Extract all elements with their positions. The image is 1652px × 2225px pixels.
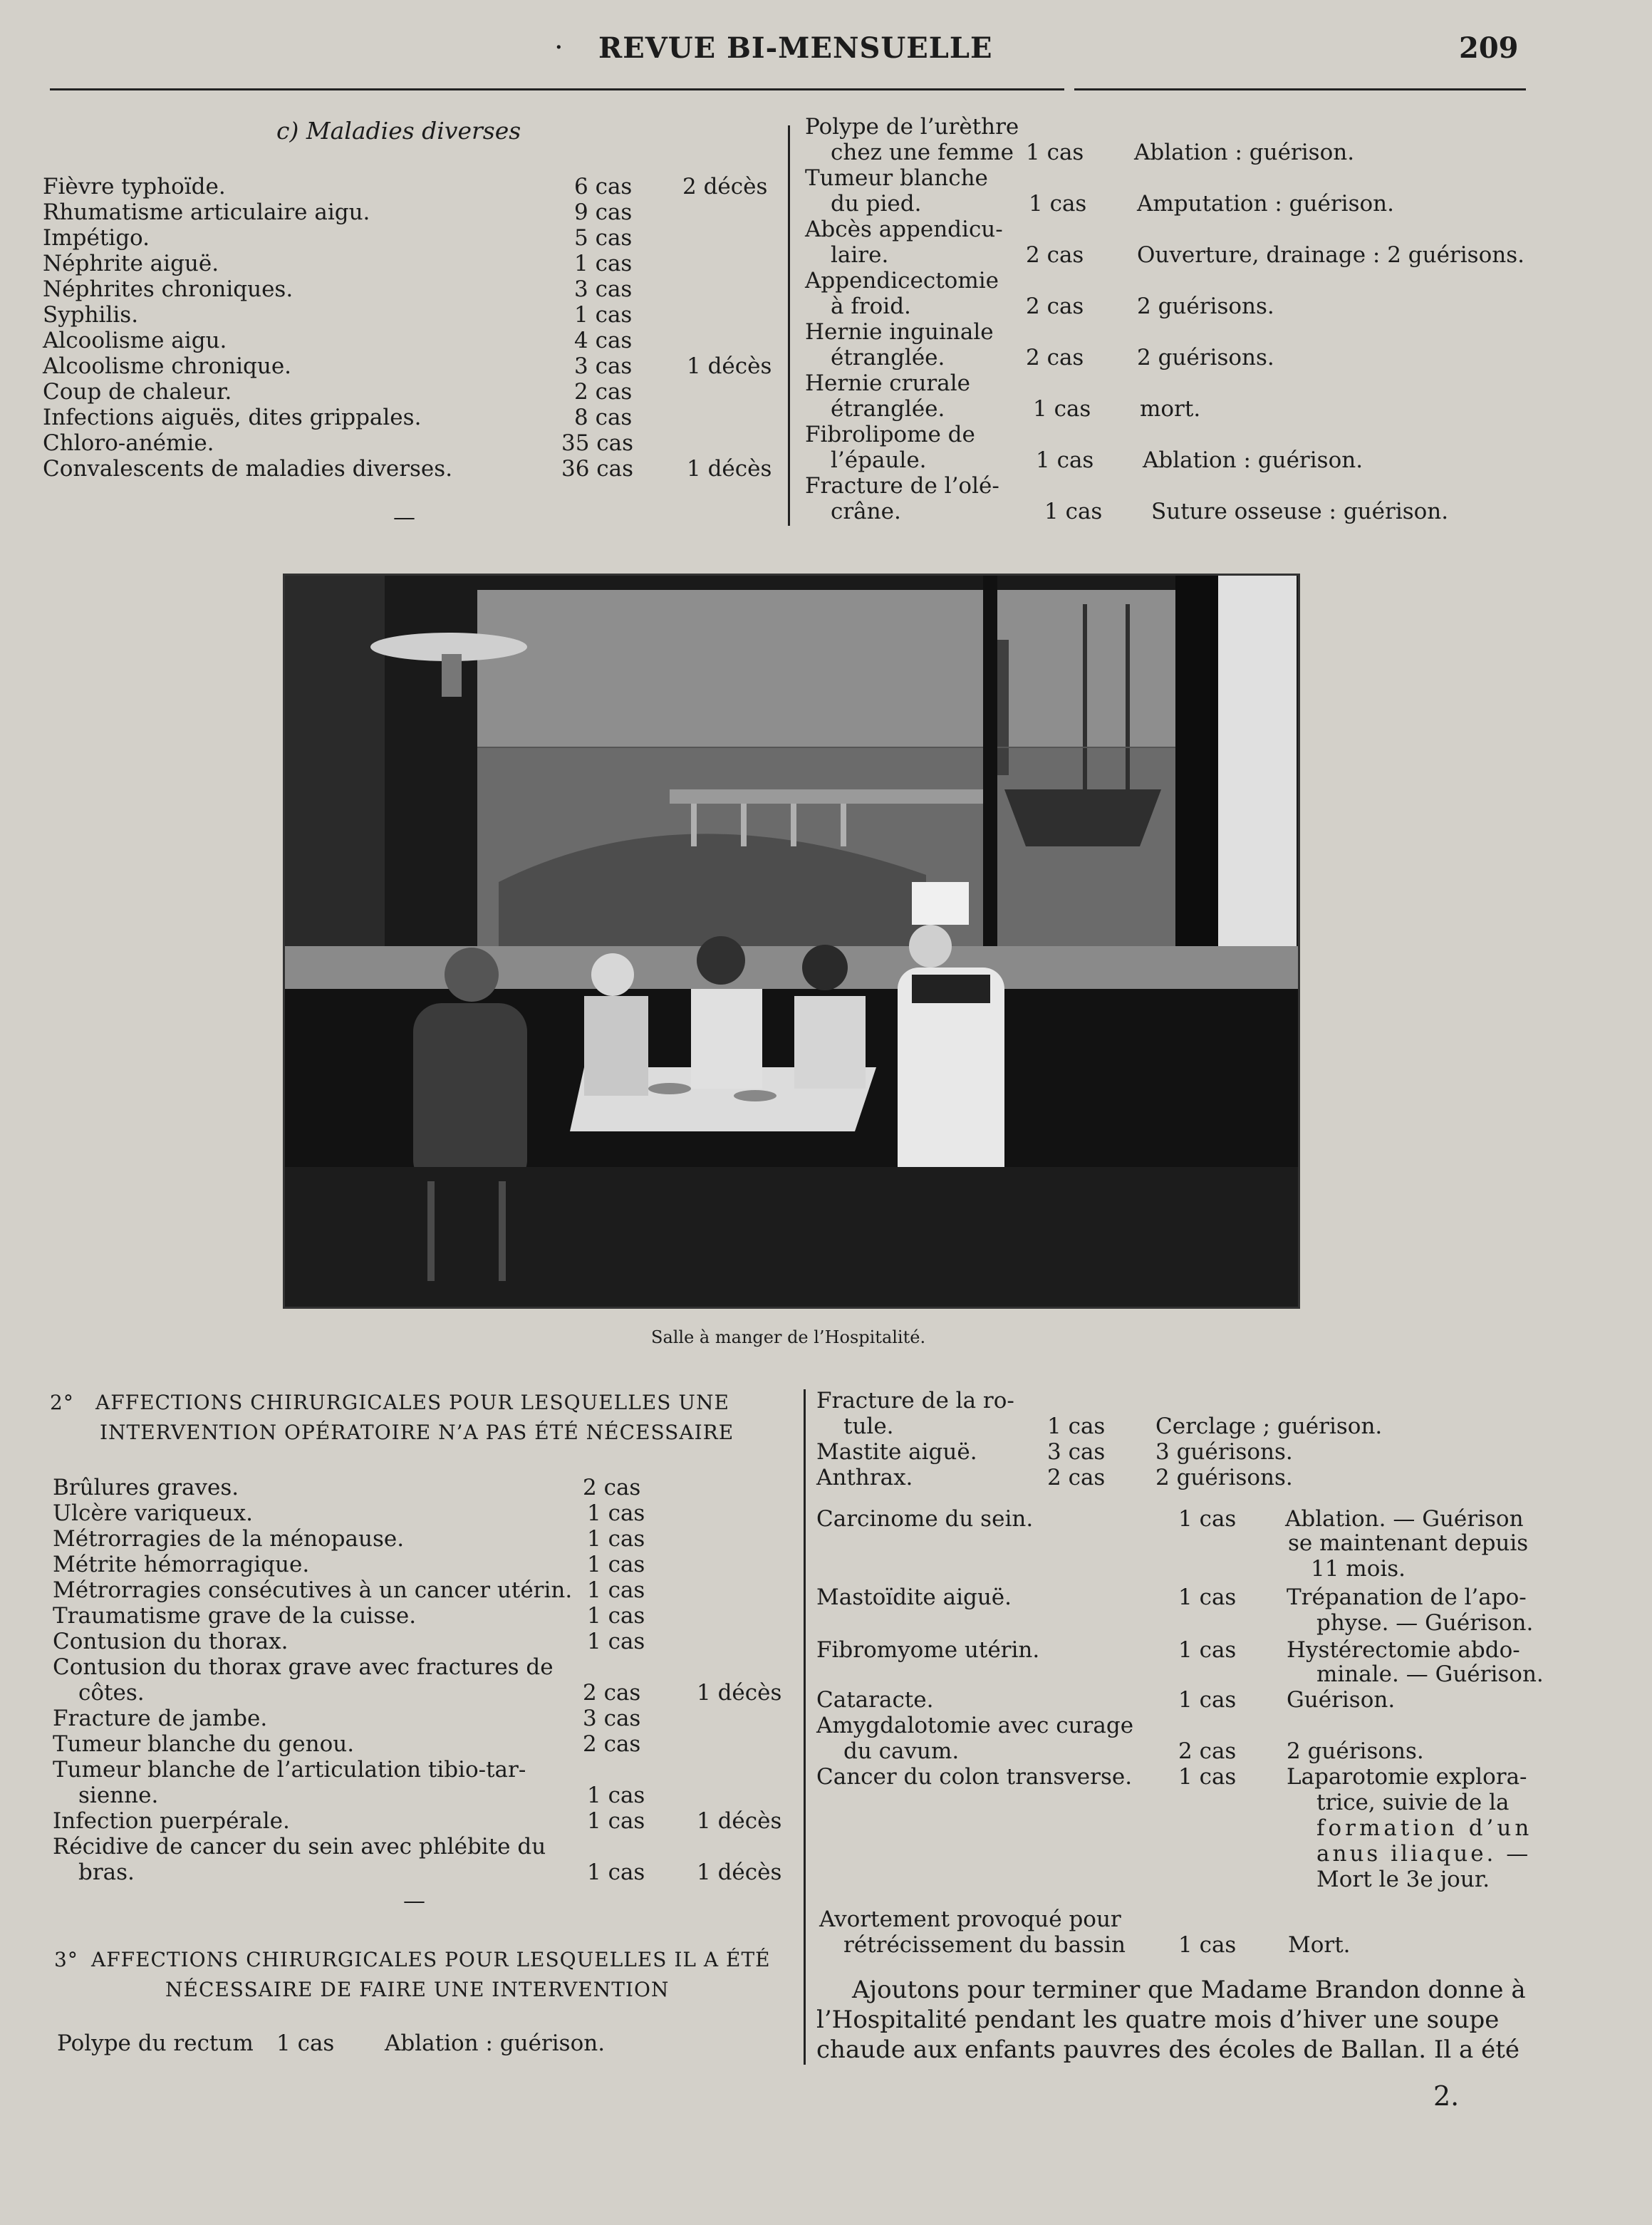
running-header-title: REVUE BI-MENSUELLE	[598, 31, 993, 65]
infection-cas: 1 cas	[587, 1808, 645, 1834]
top-right-row-result: Amputation : guérison.	[1137, 191, 1394, 217]
section-c-row-label: Coup de chaleur.	[43, 379, 232, 405]
section-2-row-cas: 1 cas	[587, 1500, 645, 1526]
top-right-row-line1: Polype de l’urèthre	[805, 114, 1019, 140]
section-c-row-deces: 1 décès	[687, 353, 772, 379]
header-rule-left	[50, 88, 1064, 90]
section-2-title-line1: AFFECTIONS CHIRURGICALES POUR LESQUELLES UNE	[95, 1391, 729, 1414]
anthrax-label: Anthrax.	[816, 1465, 913, 1490]
section-2-row-label: Métrorragies de la ménopause.	[53, 1526, 405, 1552]
cataracte-result: Guérison.	[1287, 1687, 1396, 1713]
section-2-title-line2: INTERVENTION OPÉRATOIRE N’A PAS ÉTÉ NÉCESSAIRE	[100, 1421, 734, 1444]
top-right-row-line1: Hernie crurale	[805, 370, 970, 396]
avortement-cas: 1 cas	[1178, 1932, 1237, 1958]
cataracte-cas: 1 cas	[1178, 1687, 1237, 1713]
cancer-colon-label: Cancer du colon transverse.	[816, 1764, 1133, 1790]
tibio-cas: 1 cas	[587, 1783, 645, 1808]
top-right-row-result: mort.	[1140, 396, 1201, 422]
fibromyome-result-1: Hystérectomie abdo-	[1287, 1637, 1520, 1663]
carcinome-label: Carcinome du sein.	[816, 1506, 1034, 1532]
top-right-row-result: 2 guérisons.	[1137, 345, 1274, 370]
rotule-cas: 1 cas	[1047, 1414, 1106, 1439]
thorax-grave-line2: côtes.	[78, 1680, 145, 1706]
top-right-row-cas: 1 cas	[1026, 140, 1084, 165]
section-c-row-label: Syphilis.	[43, 302, 139, 328]
section-2-row-label: Tumeur blanche du genou.	[53, 1731, 355, 1757]
mastite-cas: 3 cas	[1047, 1439, 1106, 1465]
cancer-colon-result-5: Mort le 3e jour.	[1316, 1867, 1490, 1892]
section-c-row-cas: 4 cas	[574, 328, 633, 353]
section-c-row-cas: 5 cas	[574, 225, 633, 251]
section-2-row-label: Fracture de jambe.	[53, 1706, 268, 1731]
section-2-row-label: Ulcère variqueux.	[53, 1500, 253, 1526]
section-c-row-cas: 35 cas	[561, 430, 634, 456]
section-2-row-cas: 1 cas	[587, 1577, 645, 1603]
rotule-result: Cerclage ; guérison.	[1155, 1414, 1383, 1439]
avortement-result: Mort.	[1288, 1932, 1351, 1958]
section-2-row-cas: 3 cas	[583, 1706, 641, 1731]
top-right-row-cas: 1 cas	[1044, 499, 1103, 524]
avortement-line1: Avortement provoqué pour	[819, 1907, 1121, 1932]
top-right-row-line1: Hernie inguinale	[805, 319, 994, 345]
column-divider-bottom	[804, 1389, 806, 2065]
fibromyome-cas: 1 cas	[1178, 1637, 1237, 1663]
top-right-row-line1: Tumeur blanche	[805, 165, 988, 191]
tibio-line1: Tumeur blanche de l’articulation tibio-tar-	[53, 1757, 526, 1783]
section-2-row-label: Brûlures graves.	[53, 1475, 239, 1500]
section-2-row-cas: 1 cas	[587, 1526, 645, 1552]
section-2-number: 2°	[50, 1391, 74, 1414]
header-rule-right	[1074, 88, 1526, 90]
fibromyome-result-2: minale. — Guérison.	[1316, 1661, 1544, 1687]
section-3-title-line1: AFFECTIONS CHIRURGICALES POUR LESQUELLES IL A ÉTÉ	[91, 1948, 771, 1971]
section-2-row-label: Métrorragies consécutives à un cancer utérin.	[53, 1577, 573, 1603]
section-c-row-label: Infections aiguës, dites grippales.	[43, 405, 422, 430]
section-c-row-deces: 1 décès	[687, 456, 772, 482]
rotule-line1: Fracture de la ro-	[816, 1388, 1014, 1414]
top-right-row-line1: Fibrolipome de	[805, 422, 975, 447]
polype-rectum-cas: 1 cas	[276, 2030, 335, 2056]
top-right-row-cas: 2 cas	[1026, 242, 1084, 268]
section-c-row-cas: 2 cas	[574, 379, 633, 405]
carcinome-result-2: se maintenant depuis	[1288, 1530, 1529, 1556]
section-c-row-label: Néphrites chroniques.	[43, 276, 293, 302]
mastoidite-result-2: physe. — Guérison.	[1316, 1610, 1534, 1636]
infection-deces: 1 décès	[697, 1808, 782, 1834]
section-c-row-cas: 36 cas	[561, 456, 634, 482]
top-right-row-line2: l’épaule.	[831, 447, 927, 473]
section-c-row-label: Alcoolisme aigu.	[43, 328, 227, 353]
section-2-row-cas: 2 cas	[583, 1475, 641, 1500]
cataracte-label: Cataracte.	[816, 1687, 934, 1713]
section-c-row-cas: 1 cas	[574, 302, 633, 328]
top-right-row-line1: Fracture de l’olé-	[805, 473, 999, 499]
amygdalo-line1: Amygdalotomie avec curage	[816, 1713, 1134, 1738]
top-right-row-line2: à froid.	[831, 294, 911, 319]
section-2-row-label: Métrite hémorragique.	[53, 1552, 310, 1577]
anthrax-cas: 2 cas	[1047, 1465, 1106, 1490]
mastoidite-label: Mastoïdite aiguë.	[816, 1585, 1012, 1610]
closing-paragraph-line3: chaude aux enfants pauvres des écoles de Ballan. Il a été	[816, 2035, 1520, 2064]
mastoidite-cas: 1 cas	[1178, 1585, 1237, 1610]
cancer-colon-result-1: Laparotomie explora-	[1287, 1764, 1527, 1790]
top-right-row-line1: Abcès appendicu-	[805, 217, 1003, 242]
section-2-dash: —	[403, 1888, 425, 1914]
top-right-row-cas: 1 cas	[1033, 396, 1091, 422]
section-c-row-deces: 2 décès	[682, 174, 768, 199]
amygdalo-cas: 2 cas	[1178, 1738, 1237, 1764]
recidive-deces: 1 décès	[697, 1860, 782, 1885]
section-c-row-cas: 9 cas	[574, 199, 633, 225]
top-right-row-line1: Appendicectomie	[805, 268, 999, 294]
section-c-row-cas: 3 cas	[574, 353, 633, 379]
top-right-row-result: Ablation : guérison.	[1143, 447, 1363, 473]
top-right-row-line2: du pied.	[831, 191, 922, 217]
cancer-colon-result-3: formation d’un	[1316, 1815, 1533, 1841]
section-c-row-cas: 1 cas	[574, 251, 633, 276]
footer-signature: 2.	[1433, 2080, 1460, 2112]
closing-paragraph-line1: Ajoutons pour terminer que Madame Brandon donne à	[852, 1976, 1526, 2004]
top-right-row-line2: laire.	[831, 242, 889, 268]
photograph	[283, 574, 1300, 1309]
infection-label: Infection puerpérale.	[53, 1808, 290, 1834]
top-right-row-cas: 1 cas	[1036, 447, 1094, 473]
top-right-row-result: Suture osseuse : guérison.	[1151, 499, 1449, 524]
thorax-grave-line1: Contusion du thorax grave avec fractures de	[53, 1654, 554, 1680]
section-c-row-cas: 6 cas	[574, 174, 633, 199]
section-c-row-label: Néphrite aiguë.	[43, 251, 219, 276]
section-2-row-cas: 1 cas	[587, 1629, 645, 1654]
column-divider-top	[788, 125, 790, 526]
fibromyome-label: Fibromyome utérin.	[816, 1637, 1040, 1663]
recidive-line2: bras.	[78, 1860, 135, 1885]
polype-rectum-label: Polype du rectum	[57, 2030, 254, 2056]
top-right-row-line2: chez une femme	[831, 140, 1014, 165]
polype-rectum-result: Ablation : guérison.	[385, 2030, 606, 2056]
section-3-title-line2: NÉCESSAIRE DE FAIRE UNE INTERVENTION	[165, 1978, 670, 2001]
closing-paragraph-line2: l’Hospitalité pendant les quatre mois d’hiver une soupe	[816, 2006, 1500, 2034]
carcinome-result-3: 11 mois.	[1311, 1556, 1406, 1582]
top-right-row-line2: étranglée.	[831, 396, 945, 422]
recidive-cas: 1 cas	[587, 1860, 645, 1885]
section-2-row-cas: 1 cas	[587, 1552, 645, 1577]
top-right-row-cas: 1 cas	[1029, 191, 1087, 217]
carcinome-result-1: Ablation. — Guérison	[1285, 1506, 1524, 1532]
section-c-row-label: Chloro-anémie.	[43, 430, 214, 456]
top-right-row-result: Ablation : guérison.	[1134, 140, 1355, 165]
section-2-row-cas: 2 cas	[583, 1731, 641, 1757]
section-2-row-label: Traumatisme grave de la cuisse.	[53, 1603, 417, 1629]
top-right-row-result: 2 guérisons.	[1137, 294, 1274, 319]
rotule-line2: tule.	[843, 1414, 894, 1439]
thorax-grave-deces: 1 décès	[697, 1680, 782, 1706]
cancer-colon-result-4: anus iliaque. —	[1316, 1841, 1532, 1867]
avortement-line2: rétrécissement du bassin	[843, 1932, 1126, 1958]
page-number: 209	[1459, 31, 1519, 65]
section-c-row-label: Alcoolisme chronique.	[43, 353, 292, 379]
photo-caption: Salle à manger de l’Hospitalité.	[651, 1327, 926, 1347]
section-2-row-cas: 1 cas	[587, 1603, 645, 1629]
section-c-row-label: Convalescents de maladies diverses.	[43, 456, 453, 482]
top-right-row-cas: 2 cas	[1026, 294, 1084, 319]
section-c-dash: —	[393, 504, 415, 530]
section-c-row-label: Fièvre typhoïde.	[43, 174, 226, 199]
cancer-colon-result-2: trice, suivie de la	[1316, 1790, 1510, 1815]
header-dot: ·	[554, 31, 563, 64]
section-2-row-label: Contusion du thorax.	[53, 1629, 289, 1654]
top-right-row-line2: crâne.	[831, 499, 901, 524]
thorax-grave-cas: 2 cas	[583, 1680, 641, 1706]
amygdalo-line2: du cavum.	[843, 1738, 960, 1764]
section-c-row-label: Impétigo.	[43, 225, 150, 251]
mastite-label: Mastite aiguë.	[816, 1439, 977, 1465]
recidive-line1: Récidive de cancer du sein avec phlébite du	[53, 1834, 546, 1860]
top-right-row-result: Ouverture, drainage : 2 guérisons.	[1137, 242, 1524, 268]
cancer-colon-cas: 1 cas	[1178, 1764, 1237, 1790]
anthrax-result: 2 guérisons.	[1155, 1465, 1293, 1490]
top-right-row-line2: étranglée.	[831, 345, 945, 370]
top-right-row-cas: 2 cas	[1026, 345, 1084, 370]
section-c-row-label: Rhumatisme articulaire aigu.	[43, 199, 370, 225]
section-c-row-cas: 8 cas	[574, 405, 633, 430]
section-c-title: c) Maladies diverses	[276, 117, 521, 145]
carcinome-cas: 1 cas	[1178, 1506, 1237, 1532]
mastite-result: 3 guérisons.	[1155, 1439, 1293, 1465]
tibio-line2: sienne.	[78, 1783, 159, 1808]
section-3-number: 3°	[54, 1948, 78, 1971]
dining-room-photo	[285, 576, 1298, 1307]
section-c-row-cas: 3 cas	[574, 276, 633, 302]
mastoidite-result-1: Trépanation de l’apo-	[1287, 1585, 1527, 1610]
amygdalo-result: 2 guérisons.	[1287, 1738, 1424, 1764]
